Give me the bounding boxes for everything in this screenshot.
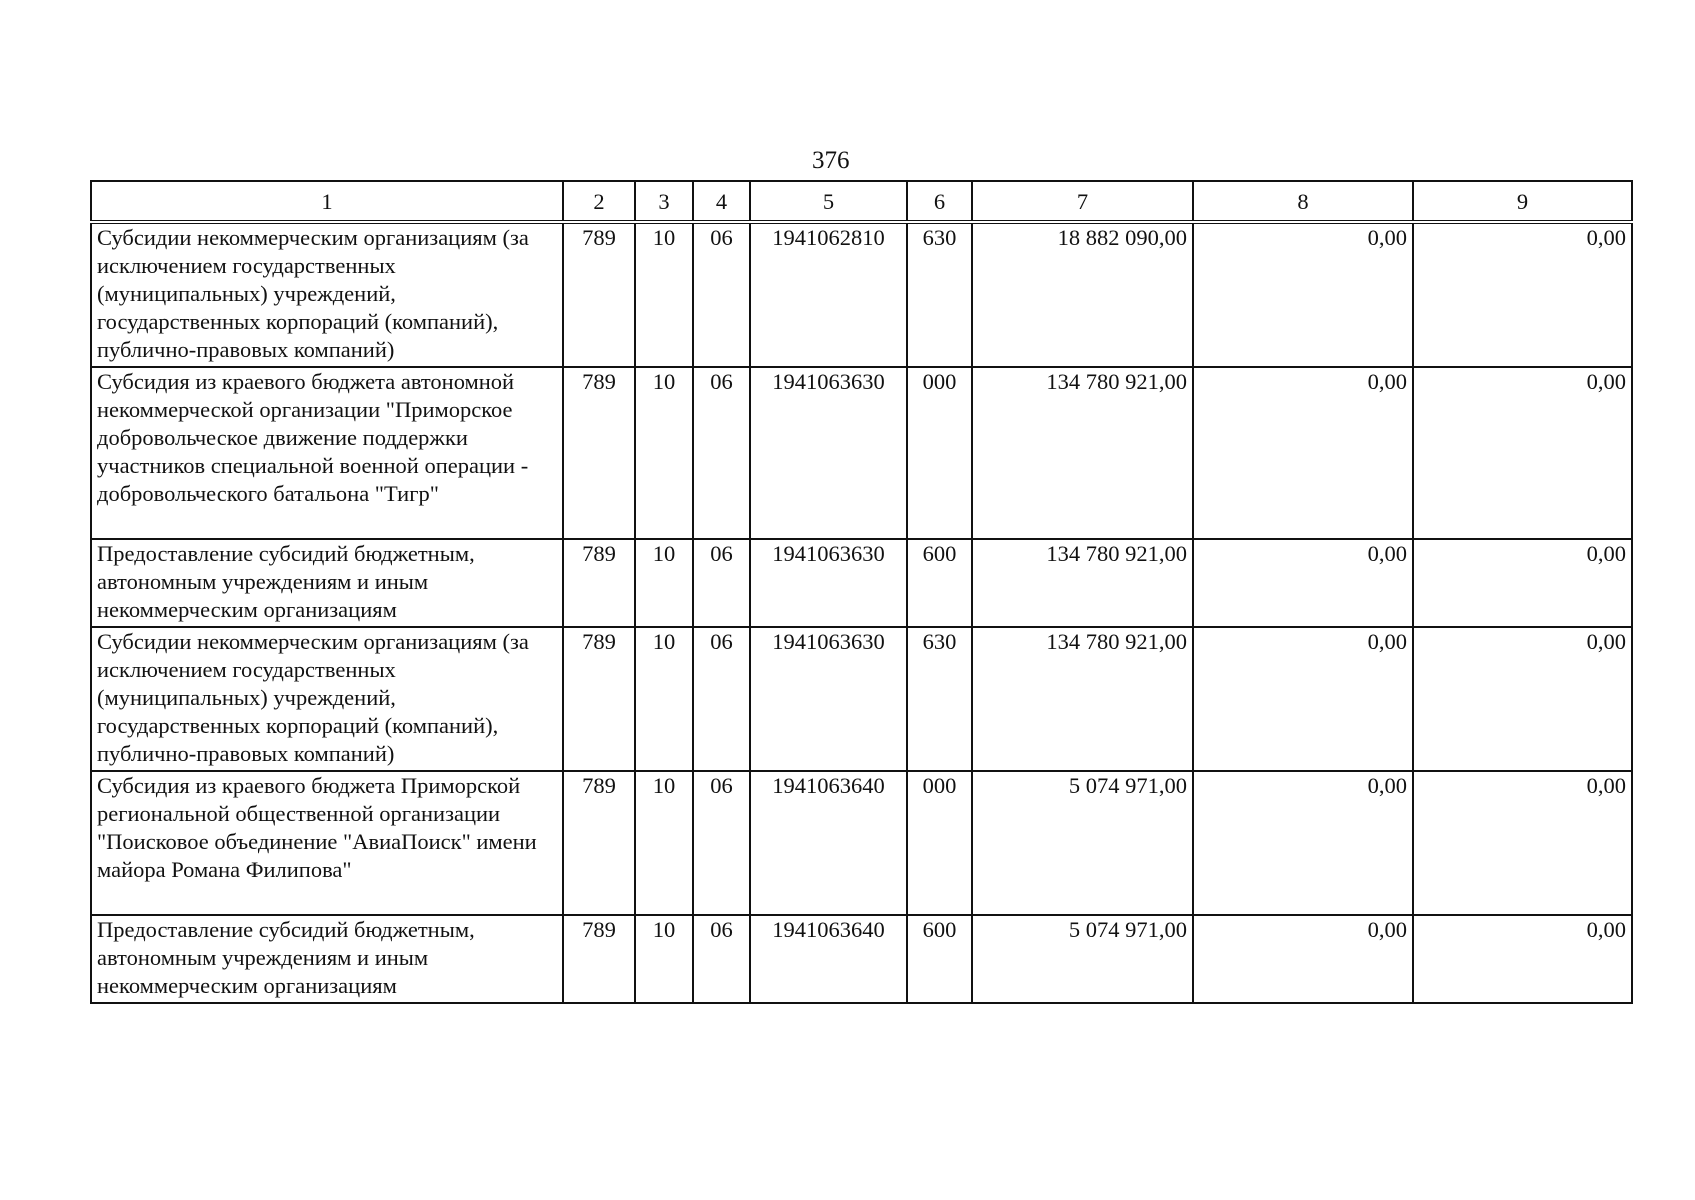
- code-cell: 630: [907, 222, 972, 367]
- row-description: Субсидии некоммерческим организациям (за исключением государственных (муниципальных) учреждений, государственных корпораций (компаний), публично-правовых компаний): [91, 222, 563, 367]
- code-cell: 630: [907, 627, 972, 771]
- column-header: 8: [1193, 181, 1413, 222]
- code-cell: 789: [563, 222, 635, 367]
- code-cell: 06: [693, 539, 750, 627]
- amount-cell: 0,00: [1193, 915, 1413, 1003]
- column-header: 3: [635, 181, 693, 222]
- amount-cell: 134 780 921,00: [972, 627, 1193, 771]
- column-header: 5: [750, 181, 907, 222]
- code-cell: 789: [563, 539, 635, 627]
- code-cell: 1941063630: [750, 367, 907, 539]
- code-cell: 10: [635, 367, 693, 539]
- code-cell: 10: [635, 771, 693, 915]
- table-row: [91, 771, 1632, 915]
- column-header: 4: [693, 181, 750, 222]
- code-cell: 06: [693, 771, 750, 915]
- page-number: 376: [812, 147, 850, 174]
- amount-cell: 0,00: [1413, 771, 1632, 915]
- code-cell: 1941063630: [750, 539, 907, 627]
- column-header: 7: [972, 181, 1193, 222]
- code-cell: 10: [635, 627, 693, 771]
- amount-cell: 0,00: [1413, 222, 1632, 367]
- amount-cell: 0,00: [1193, 222, 1413, 367]
- amount-cell: 0,00: [1413, 367, 1632, 539]
- row-description: Предоставление субсидий бюджетным, автономным учреждениям и иным некоммерческим организациям: [91, 915, 563, 1003]
- row-description: Субсидия из краевого бюджета автономной некоммерческой организации "Приморское добровольческое движение поддержки участников специальной военной операции - добровольческого батальона "Тигр": [91, 367, 563, 539]
- amount-cell: 18 882 090,00: [972, 222, 1193, 367]
- amount-cell: 5 074 971,00: [972, 771, 1193, 915]
- code-cell: 000: [907, 771, 972, 915]
- code-cell: 06: [693, 915, 750, 1003]
- header-row: [91, 181, 1632, 222]
- amount-cell: 0,00: [1193, 627, 1413, 771]
- code-cell: 789: [563, 915, 635, 1003]
- table-row: [91, 222, 1632, 367]
- table-row: [91, 539, 1632, 627]
- code-cell: 1941063630: [750, 627, 907, 771]
- table-row: [91, 915, 1632, 1003]
- row-description: Субсидия из краевого бюджета Приморской региональной общественной организации "Поисковое объединение "АвиаПоиск" имени майора Романа Филипова": [91, 771, 563, 915]
- column-header: 9: [1413, 181, 1632, 222]
- code-cell: 789: [563, 367, 635, 539]
- table-row: [91, 627, 1632, 771]
- amount-cell: 0,00: [1193, 367, 1413, 539]
- amount-cell: 0,00: [1413, 627, 1632, 771]
- amount-cell: 134 780 921,00: [972, 539, 1193, 627]
- budget-table: [90, 180, 1633, 1004]
- code-cell: 789: [563, 627, 635, 771]
- code-cell: 600: [907, 915, 972, 1003]
- code-cell: 10: [635, 915, 693, 1003]
- amount-cell: 0,00: [1413, 915, 1632, 1003]
- row-description: Субсидии некоммерческим организациям (за исключением государственных (муниципальных) учреждений, государственных корпораций (компаний), публично-правовых компаний): [91, 627, 563, 771]
- column-header: 2: [563, 181, 635, 222]
- code-cell: 06: [693, 627, 750, 771]
- amount-cell: 5 074 971,00: [972, 915, 1193, 1003]
- column-header: 1: [91, 181, 563, 222]
- code-cell: 600: [907, 539, 972, 627]
- code-cell: 10: [635, 222, 693, 367]
- amount-cell: 0,00: [1193, 539, 1413, 627]
- amount-cell: 0,00: [1193, 771, 1413, 915]
- column-header: 6: [907, 181, 972, 222]
- code-cell: 000: [907, 367, 972, 539]
- code-cell: 789: [563, 771, 635, 915]
- amount-cell: 134 780 921,00: [972, 367, 1193, 539]
- amount-cell: 0,00: [1413, 539, 1632, 627]
- code-cell: 06: [693, 222, 750, 367]
- code-cell: 06: [693, 367, 750, 539]
- code-cell: 10: [635, 539, 693, 627]
- table-row: [91, 367, 1632, 539]
- code-cell: 1941063640: [750, 771, 907, 915]
- code-cell: 1941062810: [750, 222, 907, 367]
- row-description: Предоставление субсидий бюджетным, автономным учреждениям и иным некоммерческим организациям: [91, 539, 563, 627]
- code-cell: 1941063640: [750, 915, 907, 1003]
